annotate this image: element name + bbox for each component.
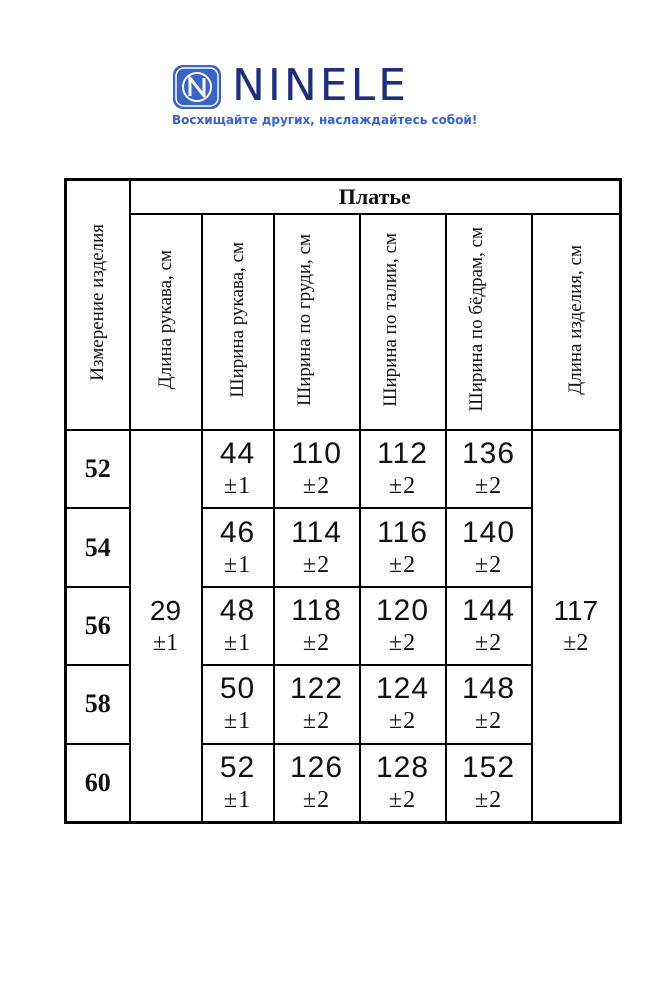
cell-value: 124 — [375, 672, 430, 706]
brand-slogan: Восхищайте других, наслаждайтесь собой! — [172, 113, 478, 127]
cell-value: 110 — [291, 437, 342, 471]
product-length-cell — [532, 430, 621, 823]
cell-value: 126 — [289, 750, 344, 784]
column-header-hips: Ширина по бёдрам, см — [465, 227, 487, 412]
cell-value: 52 — [219, 750, 256, 784]
brand-name: NINELE — [232, 60, 409, 111]
chest-cell — [274, 665, 360, 743]
column-header-sleeve-length: Длина рукава, см — [154, 249, 176, 390]
column-header-product-length: Длина изделия, см — [564, 244, 586, 395]
column-header-chest: Ширина по груди, см — [293, 233, 315, 406]
cell-value: 48 — [219, 593, 256, 627]
cell-value: 46 — [219, 515, 256, 549]
column-header — [130, 214, 202, 430]
cell-tolerance: ±2 — [302, 473, 331, 500]
cell-tolerance: ±2 — [474, 786, 503, 813]
cell-tolerance: ±1 — [223, 708, 252, 735]
cell-value: 136 — [461, 437, 516, 471]
hips-cell — [446, 508, 532, 586]
cell-value: 144 — [461, 593, 516, 627]
column-header — [274, 214, 360, 430]
cell-tolerance: ±2 — [302, 708, 331, 735]
size-header-cell — [66, 180, 130, 431]
table-title: Платье — [130, 180, 621, 215]
sleeve-width-cell — [202, 508, 274, 586]
size-value: 52 — [66, 430, 130, 508]
cell-value: 44 — [219, 437, 256, 471]
chest-cell — [274, 587, 360, 665]
column-header — [532, 214, 621, 430]
size-value: 54 — [66, 508, 130, 586]
hips-cell — [446, 665, 532, 743]
cell-value: 148 — [461, 672, 516, 706]
chest-cell — [274, 744, 360, 823]
cell-value: 118 — [291, 593, 342, 627]
waist-cell — [360, 744, 446, 823]
column-header — [446, 214, 532, 430]
cell-tolerance: ±2 — [474, 473, 503, 500]
cell-value: 152 — [461, 750, 516, 784]
cell-tolerance: ±1 — [223, 629, 252, 656]
size-value: 56 — [66, 587, 130, 665]
product-length-tolerance: ±2 — [563, 630, 589, 656]
size-value: 60 — [66, 744, 130, 823]
cell-value: 122 — [289, 672, 344, 706]
column-header — [360, 214, 446, 430]
cell-tolerance: ±2 — [474, 629, 503, 656]
column-header-waist: Ширина по талии, см — [379, 232, 401, 407]
cell-tolerance: ±1 — [223, 473, 252, 500]
hips-cell — [446, 744, 532, 823]
chest-cell — [274, 430, 360, 508]
sleeve-length-tolerance: ±1 — [152, 630, 179, 656]
hips-cell — [446, 587, 532, 665]
cell-value: 116 — [377, 515, 428, 549]
size-chart — [64, 178, 619, 824]
cell-tolerance: ±1 — [223, 786, 252, 813]
column-header-sleeve-width: Ширина рукава, см — [226, 241, 248, 398]
waist-cell — [360, 587, 446, 665]
cell-value: 140 — [461, 515, 516, 549]
cell-value: 114 — [291, 515, 342, 549]
cell-tolerance: ±2 — [388, 786, 417, 813]
cell-value: 50 — [219, 672, 256, 706]
size-table — [64, 178, 622, 824]
sleeve-width-cell — [202, 744, 274, 823]
cell-value: 120 — [375, 593, 430, 627]
cell-tolerance: ±2 — [474, 708, 503, 735]
size-header: Измерение изделия — [86, 224, 108, 381]
table-row — [66, 430, 621, 508]
size-value: 58 — [66, 665, 130, 743]
cell-tolerance: ±2 — [388, 629, 417, 656]
sleeve-width-cell — [202, 430, 274, 508]
waist-cell — [360, 430, 446, 508]
ninele-n-logo-icon — [172, 64, 222, 110]
cell-tolerance: ±2 — [388, 473, 417, 500]
hips-cell — [446, 430, 532, 508]
cell-tolerance: ±2 — [388, 551, 417, 578]
cell-tolerance: ±2 — [302, 551, 331, 578]
brand-logo — [172, 62, 502, 132]
cell-value: 128 — [375, 750, 430, 784]
cell-tolerance: ±2 — [302, 629, 331, 656]
waist-cell — [360, 665, 446, 743]
cell-tolerance: ±2 — [388, 708, 417, 735]
sleeve-width-cell — [202, 587, 274, 665]
product-length-value: 117 — [553, 595, 599, 626]
sleeve-length-value: 29 — [149, 595, 182, 626]
waist-cell — [360, 508, 446, 586]
cell-tolerance: ±2 — [302, 786, 331, 813]
sleeve-width-cell — [202, 665, 274, 743]
sleeve-length-cell — [130, 430, 202, 823]
cell-tolerance: ±2 — [474, 551, 503, 578]
chest-cell — [274, 508, 360, 586]
column-header — [202, 214, 274, 430]
cell-tolerance: ±1 — [223, 551, 252, 578]
cell-value: 112 — [377, 437, 428, 471]
